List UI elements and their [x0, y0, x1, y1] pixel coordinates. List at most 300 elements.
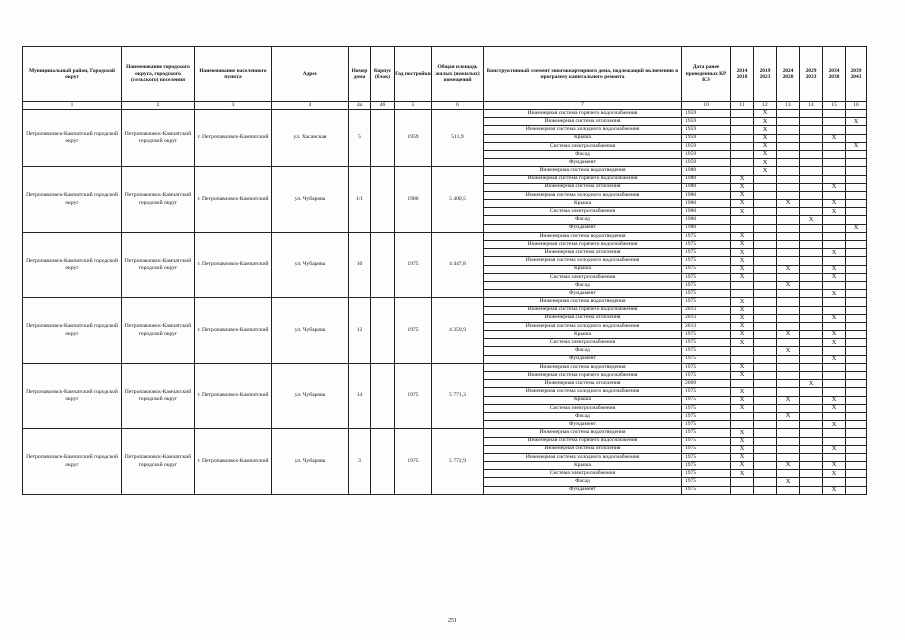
period-mark-cell [800, 290, 823, 298]
period-mark-cell [800, 355, 823, 363]
address-cell: ул. Чубарова [272, 429, 349, 495]
period-mark-cell: X [731, 306, 754, 314]
period-mark-cell: X [777, 396, 800, 404]
period-mark-cell [754, 421, 777, 429]
period-mark-cell [846, 159, 867, 167]
total-area-cell: 5 400,5 [432, 167, 484, 233]
previous-repair-date-cell: 1975 [682, 445, 731, 453]
period-mark-cell [800, 208, 823, 216]
period-mark-cell [777, 232, 800, 240]
period-mark-cell: X [846, 118, 867, 126]
structural-element-cell: Инженерная система горячего водоснабжения [484, 241, 682, 249]
period-mark-cell: X [731, 388, 754, 396]
period-mark-cell [846, 388, 867, 396]
structural-element-cell: Фундамент [484, 290, 682, 298]
period-mark-cell [800, 314, 823, 322]
period-mark-cell [731, 142, 754, 150]
period-mark-cell [800, 453, 823, 461]
period-mark-cell [823, 453, 846, 461]
period-mark-cell [846, 191, 867, 199]
previous-repair-date-cell: 1975 [682, 470, 731, 478]
period-mark-cell: X [754, 118, 777, 126]
previous-repair-date-cell: 1975 [682, 232, 731, 240]
period-mark-cell: X [823, 273, 846, 281]
period-mark-cell [846, 249, 867, 257]
period-mark-cell: X [846, 224, 867, 232]
structural-element-cell: Инженерная система горячего водоснабжения [484, 437, 682, 445]
period-mark-cell: X [754, 150, 777, 158]
period-mark-cell [800, 224, 823, 232]
period-mark-cell [731, 380, 754, 388]
structural-element-cell: Инженерная система отопления [484, 314, 682, 322]
period-mark-cell [800, 363, 823, 371]
period-mark-cell: X [823, 208, 846, 216]
period-mark-cell [731, 412, 754, 420]
previous-repair-date-cell: 1975 [682, 265, 731, 273]
period-mark-cell [846, 437, 867, 445]
structural-element-cell: Крыша [484, 396, 682, 404]
period-mark-cell [754, 445, 777, 453]
period-mark-cell [846, 290, 867, 298]
period-mark-cell [800, 298, 823, 306]
period-mark-cell [823, 118, 846, 126]
period-mark-cell [823, 241, 846, 249]
period-mark-cell [731, 150, 754, 158]
period-mark-cell: X [823, 331, 846, 339]
period-mark-cell [823, 232, 846, 240]
period-mark-cell [777, 306, 800, 314]
period-mark-cell: X [731, 241, 754, 249]
period-mark-cell [800, 159, 823, 167]
period-mark-cell [846, 412, 867, 420]
period-mark-cell [823, 363, 846, 371]
address-cell: ул. Чубарова [272, 363, 349, 429]
address-cell: ул. Чубарова [272, 167, 349, 233]
period-mark-cell [823, 347, 846, 355]
period-mark-cell [777, 216, 800, 224]
column-number: 5 [395, 102, 432, 110]
period-mark-cell [846, 216, 867, 224]
year-built-cell: 1975 [395, 298, 432, 364]
period-mark-cell [754, 380, 777, 388]
previous-repair-date-cell: 2013 [682, 322, 731, 330]
period-mark-cell [731, 281, 754, 289]
structural-element-cell: Система электроснабжения [484, 404, 682, 412]
period-mark-cell [846, 453, 867, 461]
period-mark-cell [731, 159, 754, 167]
period-mark-cell [823, 306, 846, 314]
period-mark-cell: X [731, 257, 754, 265]
period-mark-cell: X [823, 183, 846, 191]
period-mark-cell [777, 421, 800, 429]
period-mark-cell [823, 175, 846, 183]
period-mark-cell [754, 453, 777, 461]
period-mark-cell [800, 200, 823, 208]
period-mark-cell [846, 486, 867, 494]
period-mark-cell [754, 363, 777, 371]
structural-element-cell: Система электроснабжения [484, 142, 682, 150]
period-mark-cell [823, 380, 846, 388]
period-mark-cell [800, 134, 823, 142]
header-period-2019-2023: 2019 2023 [754, 47, 777, 102]
period-mark-cell [800, 445, 823, 453]
period-mark-cell: X [731, 453, 754, 461]
structural-element-cell: Крыша [484, 265, 682, 273]
period-mark-cell [823, 372, 846, 380]
period-mark-cell [777, 380, 800, 388]
year-built-cell: 1959 [395, 110, 432, 167]
period-mark-cell: X [731, 331, 754, 339]
period-mark-cell [731, 126, 754, 134]
house-number-cell: 12 [349, 298, 371, 364]
period-mark-cell [777, 322, 800, 330]
previous-repair-date-cell: 1980 [682, 216, 731, 224]
period-mark-cell: X [777, 265, 800, 273]
header-settlement: Наименование городского округа, городского (сельского) поселения [122, 47, 195, 102]
column-number: 6 [432, 102, 484, 110]
period-mark-cell [846, 126, 867, 134]
period-mark-cell [800, 281, 823, 289]
column-number: 14 [800, 102, 823, 110]
structural-element-cell: Фасад [484, 150, 682, 158]
period-mark-cell: X [731, 265, 754, 273]
previous-repair-date-cell: 1980 [682, 208, 731, 216]
period-mark-cell [800, 110, 823, 118]
period-mark-cell [823, 298, 846, 306]
period-mark-cell: X [731, 191, 754, 199]
structural-element-cell: Инженерная система холодного водоснабжения [484, 191, 682, 199]
period-mark-cell: X [777, 478, 800, 486]
period-mark-cell [846, 183, 867, 191]
period-mark-cell [800, 175, 823, 183]
period-mark-cell: X [823, 486, 846, 494]
period-mark-cell [800, 404, 823, 412]
period-mark-cell [754, 298, 777, 306]
structural-element-cell: Фасад [484, 281, 682, 289]
period-mark-cell: X [823, 421, 846, 429]
period-mark-cell: X [731, 363, 754, 371]
header-total-area: Общая площадь жилых (нежилых) помещений [432, 47, 484, 102]
column-number: 11 [731, 102, 754, 110]
table-row [23, 429, 867, 437]
period-mark-cell [731, 118, 754, 126]
period-mark-cell [846, 232, 867, 240]
period-mark-cell: X [731, 175, 754, 183]
period-mark-cell [800, 249, 823, 257]
period-mark-cell [800, 388, 823, 396]
period-mark-cell [823, 150, 846, 158]
period-mark-cell [777, 445, 800, 453]
previous-repair-date-cell: 1975 [682, 273, 731, 281]
structural-element-cell: Инженерная система холодного водоснабжения [484, 322, 682, 330]
period-mark-cell: X [823, 470, 846, 478]
period-mark-cell [777, 110, 800, 118]
column-number: 10 [682, 102, 731, 110]
period-mark-cell [846, 331, 867, 339]
period-mark-cell [777, 208, 800, 216]
header-block: Корпус (блок) [371, 47, 395, 102]
previous-repair-date-cell: 1975 [682, 355, 731, 363]
structural-element-cell: Фундамент [484, 355, 682, 363]
period-mark-cell [846, 462, 867, 470]
structural-element-cell: Крыша [484, 134, 682, 142]
previous-repair-date-cell: 1975 [682, 388, 731, 396]
period-mark-cell [777, 126, 800, 134]
period-mark-cell [846, 167, 867, 175]
period-mark-cell [731, 421, 754, 429]
locality-cell: г. Петропавловск-Камчатский [195, 429, 272, 495]
locality-cell: г. Петропавловск-Камчатский [195, 232, 272, 298]
period-mark-cell [846, 421, 867, 429]
structural-element-cell: Инженерная система холодного водоснабжения [484, 388, 682, 396]
previous-repair-date-cell: 1975 [682, 281, 731, 289]
period-mark-cell: X [777, 200, 800, 208]
period-mark-cell [731, 478, 754, 486]
period-mark-cell [754, 175, 777, 183]
period-mark-cell: X [731, 200, 754, 208]
structural-element-cell: Инженерная система холодного водоснабжения [484, 257, 682, 265]
total-area-cell: 5 772,9 [432, 429, 484, 495]
previous-repair-date-cell: 1980 [682, 191, 731, 199]
period-mark-cell [846, 347, 867, 355]
period-mark-cell [754, 470, 777, 478]
previous-repair-date-cell: 1975 [682, 298, 731, 306]
period-mark-cell: X [731, 314, 754, 322]
period-mark-cell [777, 372, 800, 380]
period-mark-cell [754, 183, 777, 191]
previous-repair-date-cell: 1959 [682, 110, 731, 118]
period-mark-cell [777, 159, 800, 167]
period-mark-cell [823, 142, 846, 150]
period-mark-cell [777, 175, 800, 183]
period-mark-cell [777, 167, 800, 175]
previous-repair-date-cell: 1959 [682, 134, 731, 142]
period-mark-cell [823, 159, 846, 167]
period-mark-cell: X [777, 462, 800, 470]
period-mark-cell [777, 150, 800, 158]
structural-element-cell: Система электроснабжения [484, 470, 682, 478]
period-mark-cell [800, 273, 823, 281]
structural-element-cell: Инженерная система водоотведения [484, 429, 682, 437]
table-body [23, 110, 867, 495]
previous-repair-date-cell: 1975 [682, 249, 731, 257]
period-mark-cell [846, 241, 867, 249]
period-mark-cell: X [731, 339, 754, 347]
structural-element-cell: Фасад [484, 216, 682, 224]
period-mark-cell [846, 273, 867, 281]
locality-cell: г. Петропавловск-Камчатский [195, 298, 272, 364]
structural-element-cell: Инженерная система отопления [484, 380, 682, 388]
column-number: 4а [349, 102, 371, 110]
period-mark-cell [800, 232, 823, 240]
period-mark-cell [800, 191, 823, 199]
structural-element-cell: Фасад [484, 478, 682, 486]
period-mark-cell [823, 322, 846, 330]
structural-element-cell: Инженерная система отопления [484, 445, 682, 453]
previous-repair-date-cell: 1975 [682, 372, 731, 380]
period-mark-cell [777, 437, 800, 445]
period-mark-cell [731, 167, 754, 175]
period-mark-cell [754, 339, 777, 347]
header-previous-repair-date: Дата ранее проведенных КР КЭ [682, 47, 731, 102]
period-mark-cell [731, 290, 754, 298]
period-mark-cell [777, 257, 800, 265]
structural-element-cell: Фундамент [484, 486, 682, 494]
previous-repair-date-cell: 1980 [682, 200, 731, 208]
period-mark-cell [777, 314, 800, 322]
period-mark-cell: X [823, 396, 846, 404]
period-mark-cell [846, 314, 867, 322]
locality-cell: г. Петропавловск-Камчатский [195, 110, 272, 167]
period-mark-cell [800, 470, 823, 478]
repair-program-sheet [22, 46, 866, 495]
period-mark-cell [731, 110, 754, 118]
period-mark-cell [777, 486, 800, 494]
period-mark-cell [754, 281, 777, 289]
previous-repair-date-cell: 1975 [682, 347, 731, 355]
period-mark-cell [846, 339, 867, 347]
address-cell: ул. Хасанская [272, 110, 349, 167]
previous-repair-date-cell: 1975 [682, 462, 731, 470]
table-header [23, 47, 867, 110]
table-row [23, 232, 867, 240]
page-number: 251 [448, 618, 457, 624]
period-mark-cell [800, 331, 823, 339]
period-mark-cell [800, 347, 823, 355]
period-mark-cell [777, 241, 800, 249]
settlement-cell: Петропавловск-Камчатский городской округ [122, 298, 195, 364]
table-row [23, 167, 867, 175]
header-structural-element: Конструктивный элемент многоквартирного дома, подлежащий включению в программу капитального ремонта [484, 47, 682, 102]
period-mark-cell [823, 167, 846, 175]
previous-repair-date-cell: 1959 [682, 159, 731, 167]
period-mark-cell [800, 396, 823, 404]
period-mark-cell [823, 281, 846, 289]
period-mark-cell [731, 216, 754, 224]
period-mark-cell [754, 232, 777, 240]
period-mark-cell [846, 404, 867, 412]
structural-element-cell: Фундамент [484, 159, 682, 167]
period-mark-cell [823, 478, 846, 486]
structural-element-cell: Крыша [484, 331, 682, 339]
period-mark-cell [754, 478, 777, 486]
period-mark-cell: X [731, 404, 754, 412]
period-mark-cell: X [731, 249, 754, 257]
header-period-2024-2028: 2024 2028 [777, 47, 800, 102]
settlement-cell: Петропавловск-Камчатский городской округ [122, 363, 195, 429]
column-number: 12 [754, 102, 777, 110]
structural-element-cell: Система электроснабжения [484, 273, 682, 281]
total-area-cell: 4 359,9 [432, 298, 484, 364]
district-cell: Петропавловск-Камчатский городской округ [23, 167, 122, 233]
period-mark-cell [754, 437, 777, 445]
previous-repair-date-cell: 2013 [682, 314, 731, 322]
period-mark-cell [800, 118, 823, 126]
column-number: 4б [371, 102, 395, 110]
previous-repair-date-cell: 1959 [682, 142, 731, 150]
house-number-cell: 1/1 [349, 167, 371, 233]
period-mark-cell: X [823, 445, 846, 453]
period-mark-cell [800, 257, 823, 265]
period-mark-cell [754, 241, 777, 249]
period-mark-cell [754, 347, 777, 355]
structural-element-cell: Инженерная система водоотведения [484, 363, 682, 371]
period-mark-cell [754, 372, 777, 380]
previous-repair-date-cell: 1980 [682, 224, 731, 232]
column-number: 13 [777, 102, 800, 110]
period-mark-cell [777, 191, 800, 199]
previous-repair-date-cell: 1975 [682, 429, 731, 437]
column-number: 3 [195, 102, 272, 110]
previous-repair-date-cell: 1975 [682, 290, 731, 298]
period-mark-cell [846, 470, 867, 478]
period-mark-cell [800, 306, 823, 314]
block-cell [371, 110, 395, 167]
period-mark-cell [754, 273, 777, 281]
header-period-2034-2038: 2034 2038 [823, 47, 846, 102]
period-mark-cell: X [731, 445, 754, 453]
structural-element-cell: Крыша [484, 200, 682, 208]
period-mark-cell [800, 478, 823, 486]
year-built-cell: 1980 [395, 167, 432, 233]
period-mark-cell [800, 241, 823, 249]
structural-element-cell: Крыша [484, 462, 682, 470]
period-mark-cell [823, 388, 846, 396]
block-cell [371, 167, 395, 233]
period-mark-cell: X [823, 265, 846, 273]
settlement-cell: Петропавловск-Камчатский городской округ [122, 110, 195, 167]
period-mark-cell [846, 208, 867, 216]
period-mark-cell [800, 372, 823, 380]
period-mark-cell [846, 355, 867, 363]
previous-repair-date-cell: 2013 [682, 306, 731, 314]
period-mark-cell [846, 265, 867, 273]
previous-repair-date-cell: 1975 [682, 421, 731, 429]
structural-element-cell: Система электроснабжения [484, 208, 682, 216]
period-mark-cell [846, 306, 867, 314]
previous-repair-date-cell: 1975 [682, 437, 731, 445]
period-mark-cell: X [823, 290, 846, 298]
period-mark-cell [846, 380, 867, 388]
period-mark-cell [800, 486, 823, 494]
period-mark-cell: X [731, 372, 754, 380]
period-mark-cell: X [823, 355, 846, 363]
period-mark-cell [800, 142, 823, 150]
period-mark-cell [754, 200, 777, 208]
period-mark-cell [823, 216, 846, 224]
period-mark-cell [823, 126, 846, 134]
structural-element-cell: Система электроснабжения [484, 339, 682, 347]
period-mark-cell [754, 388, 777, 396]
structural-element-cell: Инженерная система отопления [484, 249, 682, 257]
header-period-2029-2033: 2029 2033 [800, 47, 823, 102]
period-mark-cell [777, 224, 800, 232]
district-cell: Петропавловск-Камчатский городской округ [23, 232, 122, 298]
period-mark-cell [846, 322, 867, 330]
period-mark-cell [800, 462, 823, 470]
period-mark-cell [800, 126, 823, 134]
district-cell: Петропавловск-Камчатский городской округ [23, 298, 122, 364]
total-area-cell: 511,9 [432, 110, 484, 167]
previous-repair-date-cell: 1975 [682, 331, 731, 339]
period-mark-cell [754, 322, 777, 330]
period-mark-cell [754, 290, 777, 298]
period-mark-cell [800, 429, 823, 437]
previous-repair-date-cell: 1975 [682, 478, 731, 486]
block-cell [371, 363, 395, 429]
header-house-number: Номер дома [349, 47, 371, 102]
period-mark-cell [731, 224, 754, 232]
